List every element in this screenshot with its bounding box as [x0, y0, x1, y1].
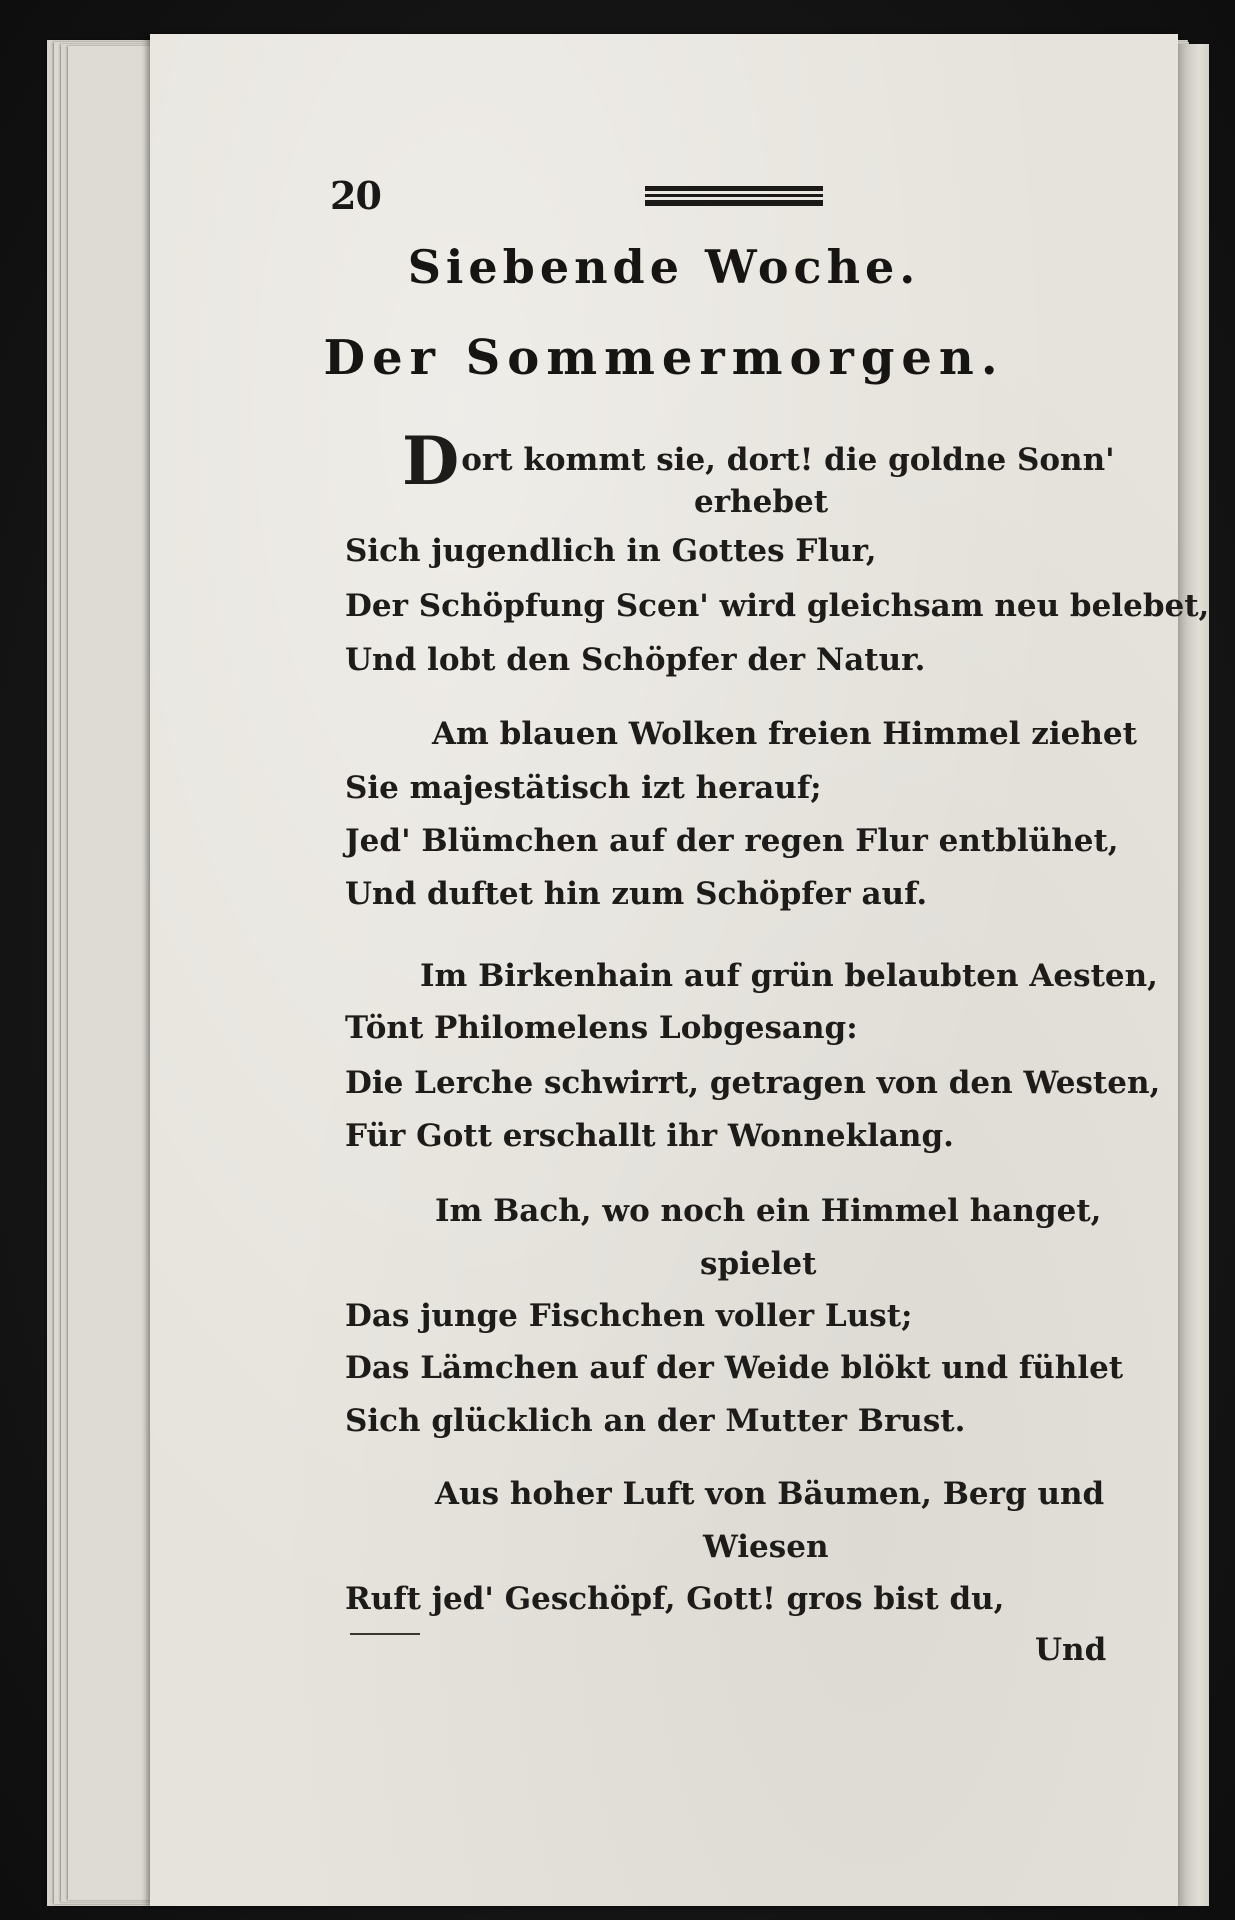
poem-line: Ruft jed' Geschöpf, Gott! gros bist du,: [345, 1581, 1005, 1617]
poem-line: Im Bach, wo noch ein Himmel hanget,: [435, 1193, 1102, 1229]
poem-line: Und duftet hin zum Schöpfer auf.: [345, 876, 928, 912]
poem-line: Die Lerche schwirrt, getragen von den Westen,: [345, 1065, 1161, 1101]
poem-line: Jed' Blümchen auf der regen Flur entblühet,: [345, 823, 1119, 859]
poem-line: Sie majestätisch izt herauf;: [345, 770, 822, 806]
poem-title: Der Sommermorgen.: [323, 330, 1005, 386]
poem-line: Aus hoher Luft von Bäumen, Berg und: [435, 1476, 1105, 1512]
poem-line-continuation: spielet: [700, 1246, 817, 1282]
header-ornament: [645, 186, 823, 208]
poem-line: Das Lämchen auf der Weide blökt und fühlet: [345, 1350, 1124, 1386]
poem-line: Für Gott erschallt ihr Wonneklang.: [345, 1118, 954, 1154]
poem-line: Sich glücklich an der Mutter Brust.: [345, 1403, 966, 1439]
chapter-heading: Siebende Woche.: [407, 240, 921, 294]
poem-line: Im Birkenhain auf grün belaubten Aesten,: [420, 958, 1158, 994]
page-number: 20: [330, 173, 381, 218]
poem-line: Am blauen Wolken freien Himmel ziehet: [432, 716, 1137, 752]
poem-line: Dort kommt sie, dort! die goldne Sonn': [402, 422, 1115, 500]
poem-line: Und lobt den Schöpfer der Natur.: [345, 642, 926, 678]
drop-cap: D: [402, 422, 460, 500]
catchword: Und: [1035, 1632, 1107, 1668]
margin-mark: [350, 1633, 420, 1635]
poem-line: Der Schöpfung Scen' wird gleichsam neu belebet,: [345, 588, 1210, 624]
book-gutter: [1176, 44, 1209, 1906]
poem-line: Tönt Philomelens Lobgesang:: [345, 1010, 858, 1046]
poem-line: Das junge Fischchen voller Lust;: [345, 1298, 913, 1334]
poem-line-continuation: erhebet: [694, 484, 829, 520]
poem-line-continuation: Wiesen: [703, 1529, 829, 1565]
poem-line: Sich jugendlich in Gottes Flur,: [345, 533, 877, 569]
